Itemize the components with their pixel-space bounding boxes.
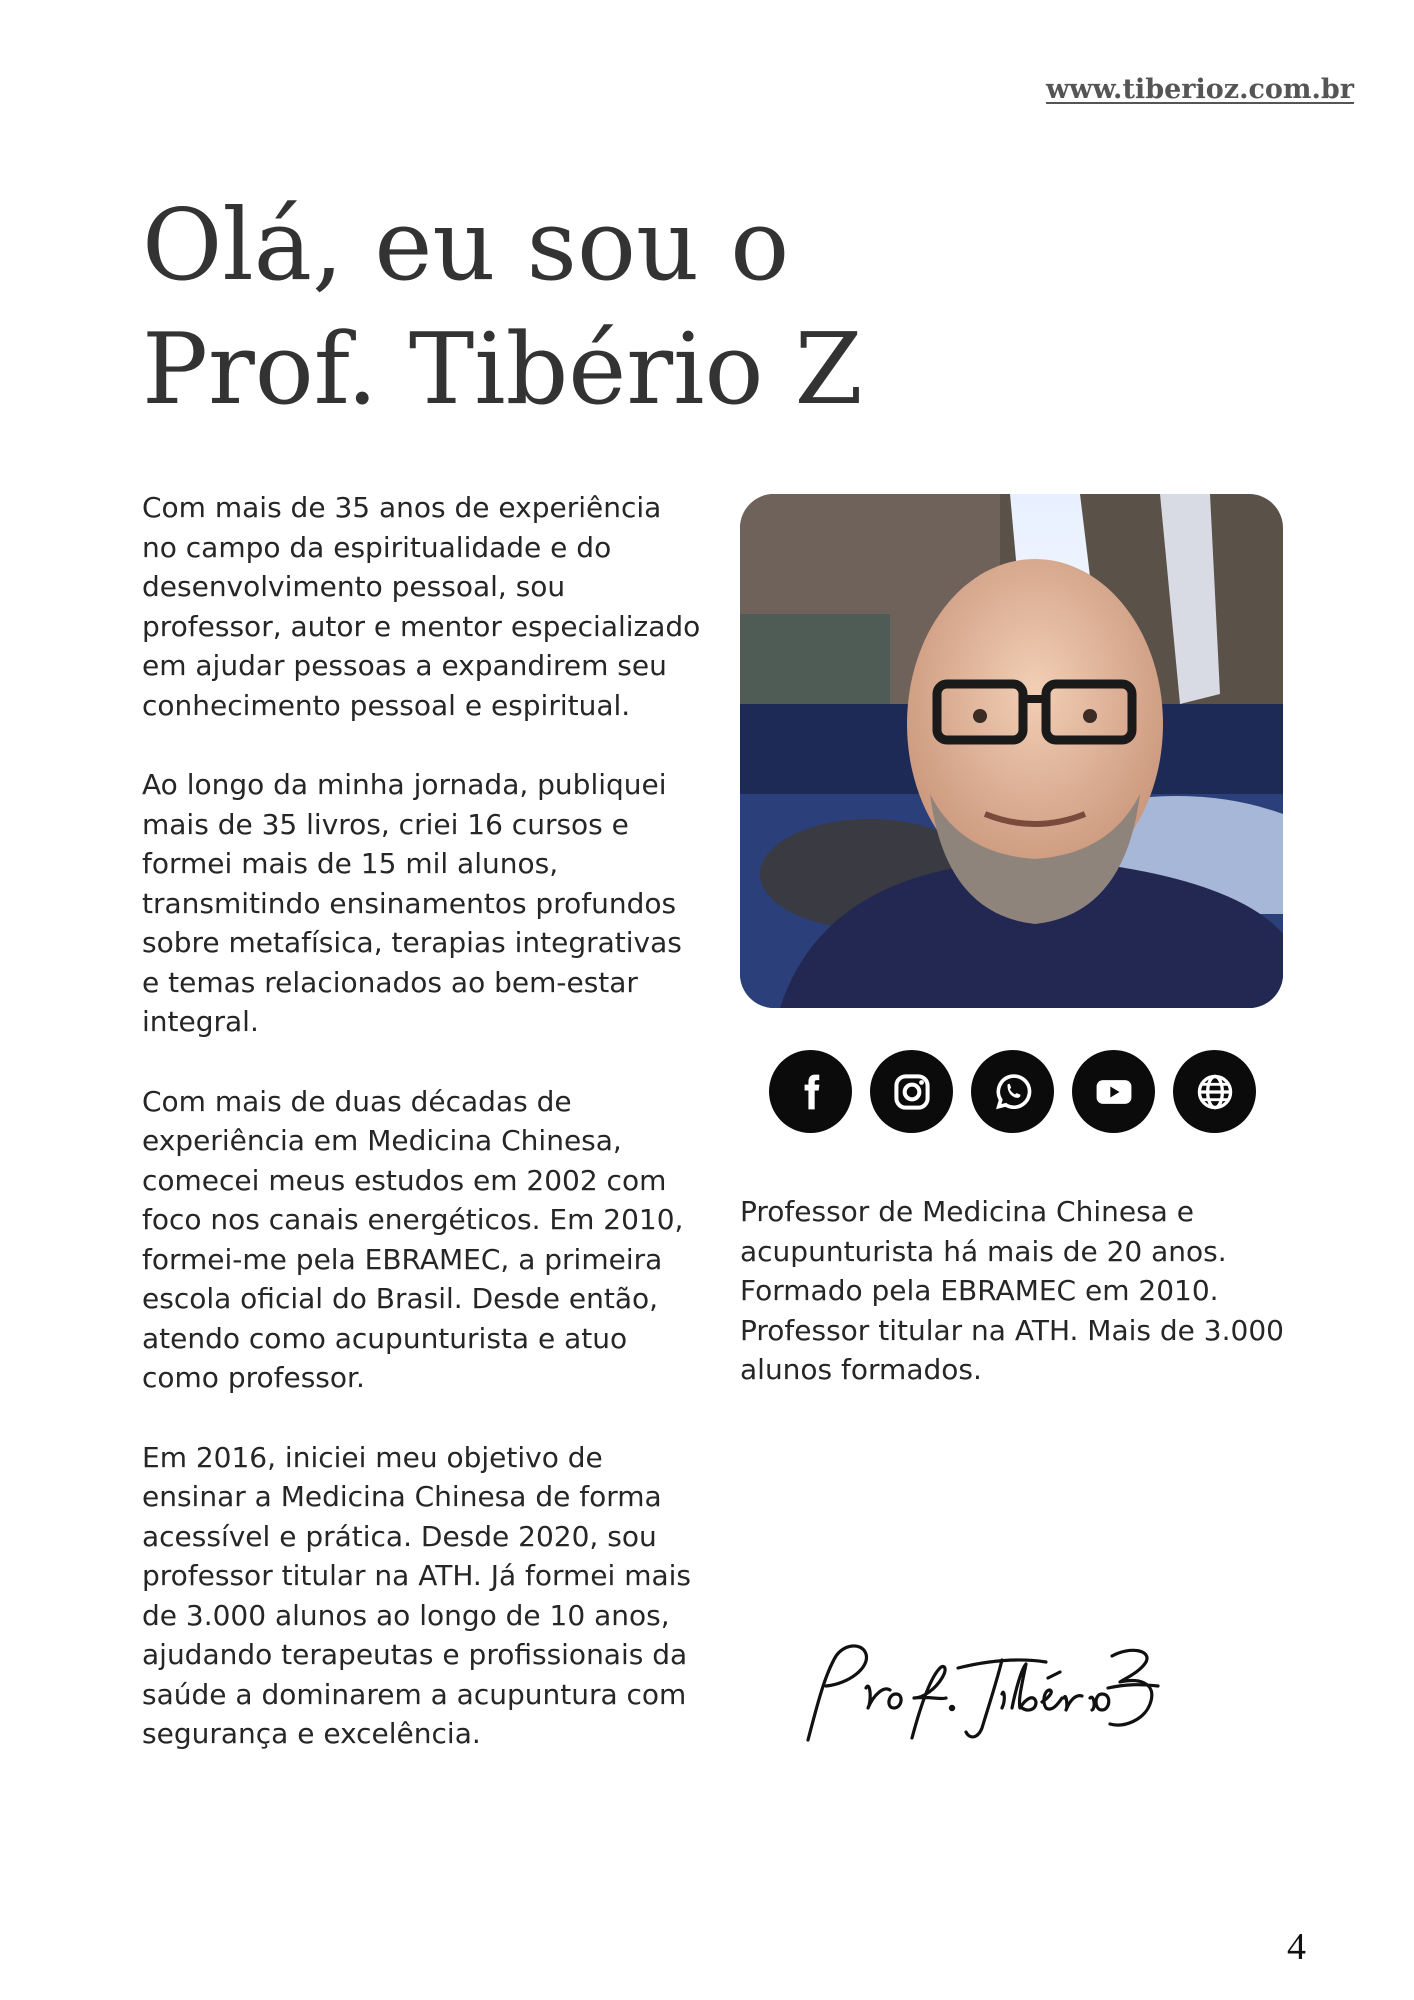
facebook-button[interactable] — [769, 1050, 852, 1133]
instagram-icon — [890, 1070, 934, 1114]
facebook-icon — [789, 1070, 833, 1114]
bio-paragraph: Ao longo da minha jornada, publiquei mais de 35 livros, criei 16 cursos e formei mais de 15 mil alunos, transmitindo ensinamentos profundos sobre metafísica, terapias integrativas e temas relacionados ao bem-estar integral. — [142, 768, 682, 1038]
whatsapp-icon — [991, 1070, 1035, 1114]
youtube-icon — [1092, 1070, 1136, 1114]
signature-image — [790, 1628, 1170, 1758]
bio-paragraph: Com mais de duas décadas de experiência em Medicina Chinesa, comecei meus estudos em 2002 com foco nos canais energéticos. Em 2010, formei-me pela EBRAMEC, a primeira escola oficial do Brasil. Desde então, atendo como acupunturista e atuo como professor. — [142, 1084, 684, 1394]
instagram-button[interactable] — [870, 1050, 953, 1133]
page-number: 4 — [1287, 1926, 1306, 1968]
portrait-illustration — [740, 494, 1283, 1008]
bio-paragraph: Com mais de 35 anos de experiência no campo da espiritualidade e do desenvolvimento pessoal, sou professor, autor e mentor especializado em ajudar pessoas a expandirem seu conhecimento pessoal e espiritual. — [142, 491, 701, 722]
portrait-photo — [740, 494, 1283, 1008]
whatsapp-button[interactable] — [971, 1050, 1054, 1133]
page-title — [142, 184, 863, 432]
website-button[interactable] — [1173, 1050, 1256, 1133]
summary-text: Professor de Medicina Chinesa e acupunturista há mais de 20 anos. Formado pela EBRAMEC em 2010. Professor titular na ATH. Mais de 3.000 alunos formados. — [740, 1195, 1284, 1386]
youtube-button[interactable] — [1072, 1050, 1155, 1133]
title-line-1: Olá, eu sou o — [142, 189, 790, 303]
globe-icon — [1193, 1070, 1237, 1114]
social-links — [769, 1050, 1256, 1133]
bio-paragraph: Em 2016, iniciei meu objetivo de ensinar a Medicina Chinesa de forma acessível e prática. Desde 2020, sou professor titular na ATH. Já formei mais de 3.000 alunos ao longo de 10 anos, ajudando terapeutas e profissionais da saúde a dominarem a acupuntura com segurança e excelência. — [142, 1440, 691, 1750]
website-link[interactable]: www.tiberioz.com.br — [1046, 74, 1354, 105]
biography-text — [142, 488, 702, 1794]
title-line-2: Prof. Tibério Z — [142, 313, 863, 427]
